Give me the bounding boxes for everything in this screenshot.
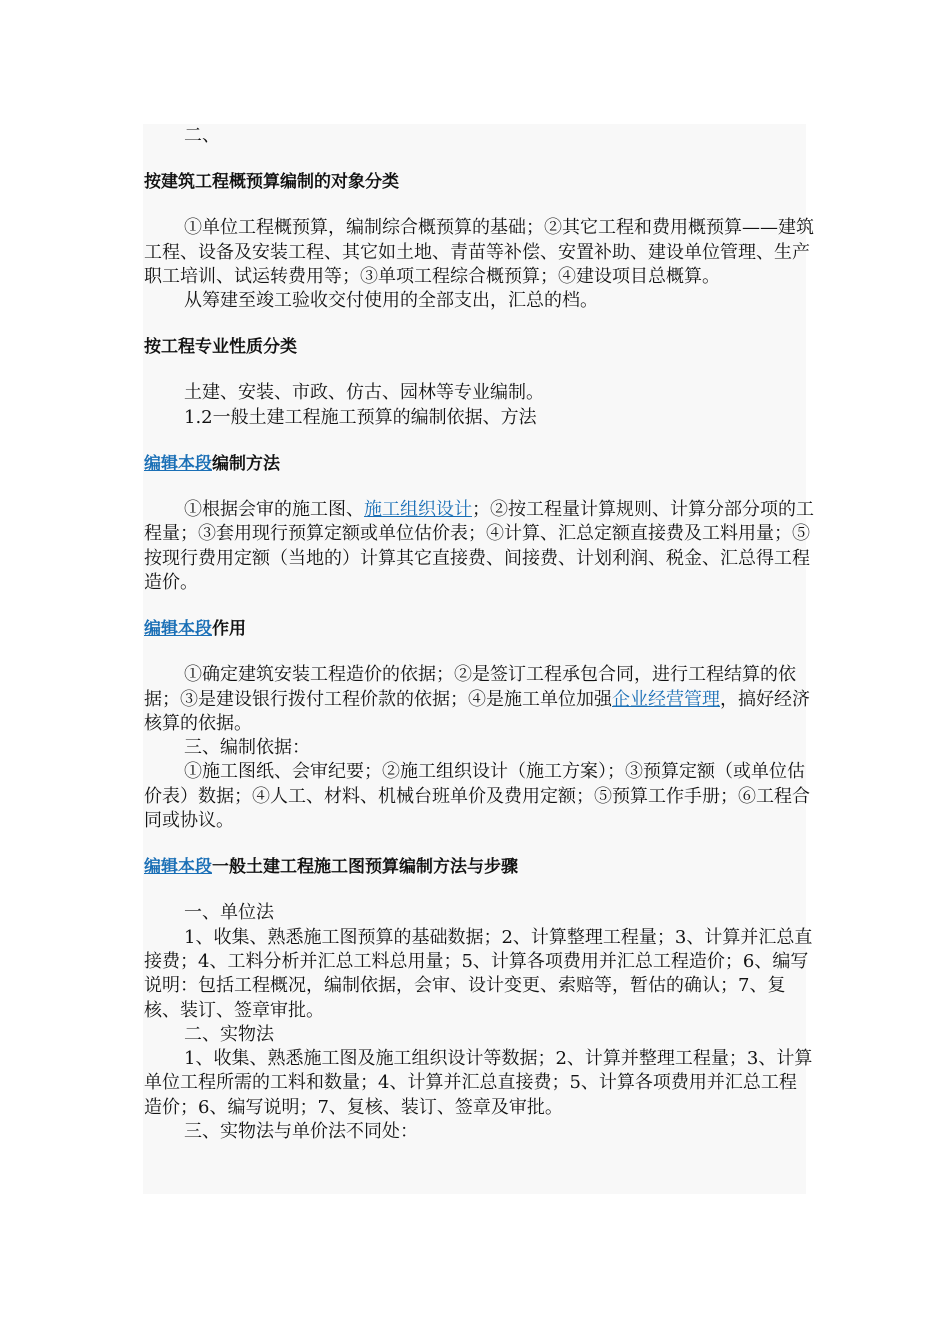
paragraph-unit-method: 1、收集、熟悉施工图预算的基础数据；2、计算整理工程量；3、计算并汇总直接费；4、工料分析并汇总工料总用量；5、计算各项费用并汇总工程造价；6、编写说明：包括工程概况，编制依据，会审、设计变更、索赔等，暂估的确认；7、复核、装订、签章审批。 — [144, 926, 813, 1021]
heading-major-classification: 按工程专业性质分类 — [144, 337, 297, 358]
paragraph-object: ①单位工程概预算，编制综合概预算的基础；②其它工程和费用概预算——建筑工程、设备及安装工程、其它如土地、青苗等补偿、安置补助、建设单位管理、生产职工培训、试运转费用等；③单项工程综合概预算；④建设项目总概算。 — [144, 217, 814, 287]
enterprise-management-link[interactable]: 企业经营管理 — [612, 688, 720, 710]
heading-steps-text: 一般土建工程施工图预算编制方法与步骤 — [212, 857, 518, 878]
heading-method-text: 编制方法 — [212, 454, 280, 475]
heading-steps — [144, 855, 814, 879]
paragraph-basis: ①施工图纸、会审纪要；②施工组织设计（施工方案）；③预算定额（或单位估价表）数据；④人工、材料、机械台班单价及费用定额；⑤预算工作手册；⑥工程合同或协议。 — [144, 761, 810, 832]
paragraph-function-a: ①确定建筑安装工程造价的依据；②是签订工程承包合同，进行工程结算的依据；③是建设银行拨付工程价款的依据；④是施工单位加强 — [144, 664, 796, 710]
heading-object-classification: 按建筑工程概预算编制的对象分类 — [144, 172, 399, 193]
intro-line: 二、 — [184, 125, 220, 146]
edit-section-link[interactable]: 编辑本段 — [144, 857, 212, 878]
edit-section-link[interactable]: 编辑本段 — [144, 454, 212, 475]
paragraph-function-b: ，搞好经济核算的依据。 — [144, 688, 810, 734]
basis-title: 三、编制依据： — [184, 737, 310, 759]
paragraph-method — [144, 498, 814, 595]
paragraph-major-2: 1.2一般土建工程施工预算的编制依据、方法 — [184, 406, 537, 428]
difference-title: 三、实物法与单价法不同处： — [184, 1121, 418, 1143]
paragraph-function — [144, 663, 814, 736]
paragraph-real-method: 1、收集、熟悉施工图及施工组织设计等数据；2、计算并整理工程量；3、计算单位工程所需的工料和数量；4、计算并汇总直接费；5、计算各项费用并汇总工程造价；6、编写说明；7、复核、装订、签章及审批。 — [144, 1048, 813, 1118]
paragraph-object-2: 从筹建至竣工验收交付使用的全部支出，汇总的档。 — [184, 290, 598, 312]
heading-method — [144, 452, 814, 476]
paragraph-method-a: ①根据会审的施工图、 — [184, 499, 364, 521]
heading-function-text: 作用 — [212, 619, 246, 640]
paragraph-method-b: ；②按工程量计算规则、计算分部分项的工程量；③套用现行预算定额或单位估价表；④计算、汇总定额直接费及工料用量；⑤按现行费用定额（当地的）计算其它直接费、间接费、计划利润、税金、汇总得工程造价。 — [144, 499, 814, 593]
heading-function — [144, 617, 814, 641]
paragraph-major: 土建、安装、市政、仿古、园林等专业编制。 — [184, 382, 544, 404]
construction-design-link[interactable]: 施工组织设计 — [364, 499, 472, 521]
edit-section-link[interactable]: 编辑本段 — [144, 619, 212, 640]
article-body — [144, 124, 814, 1144]
unit-method-title: 一、单位法 — [184, 902, 274, 924]
real-method-title: 二、实物法 — [184, 1023, 274, 1045]
